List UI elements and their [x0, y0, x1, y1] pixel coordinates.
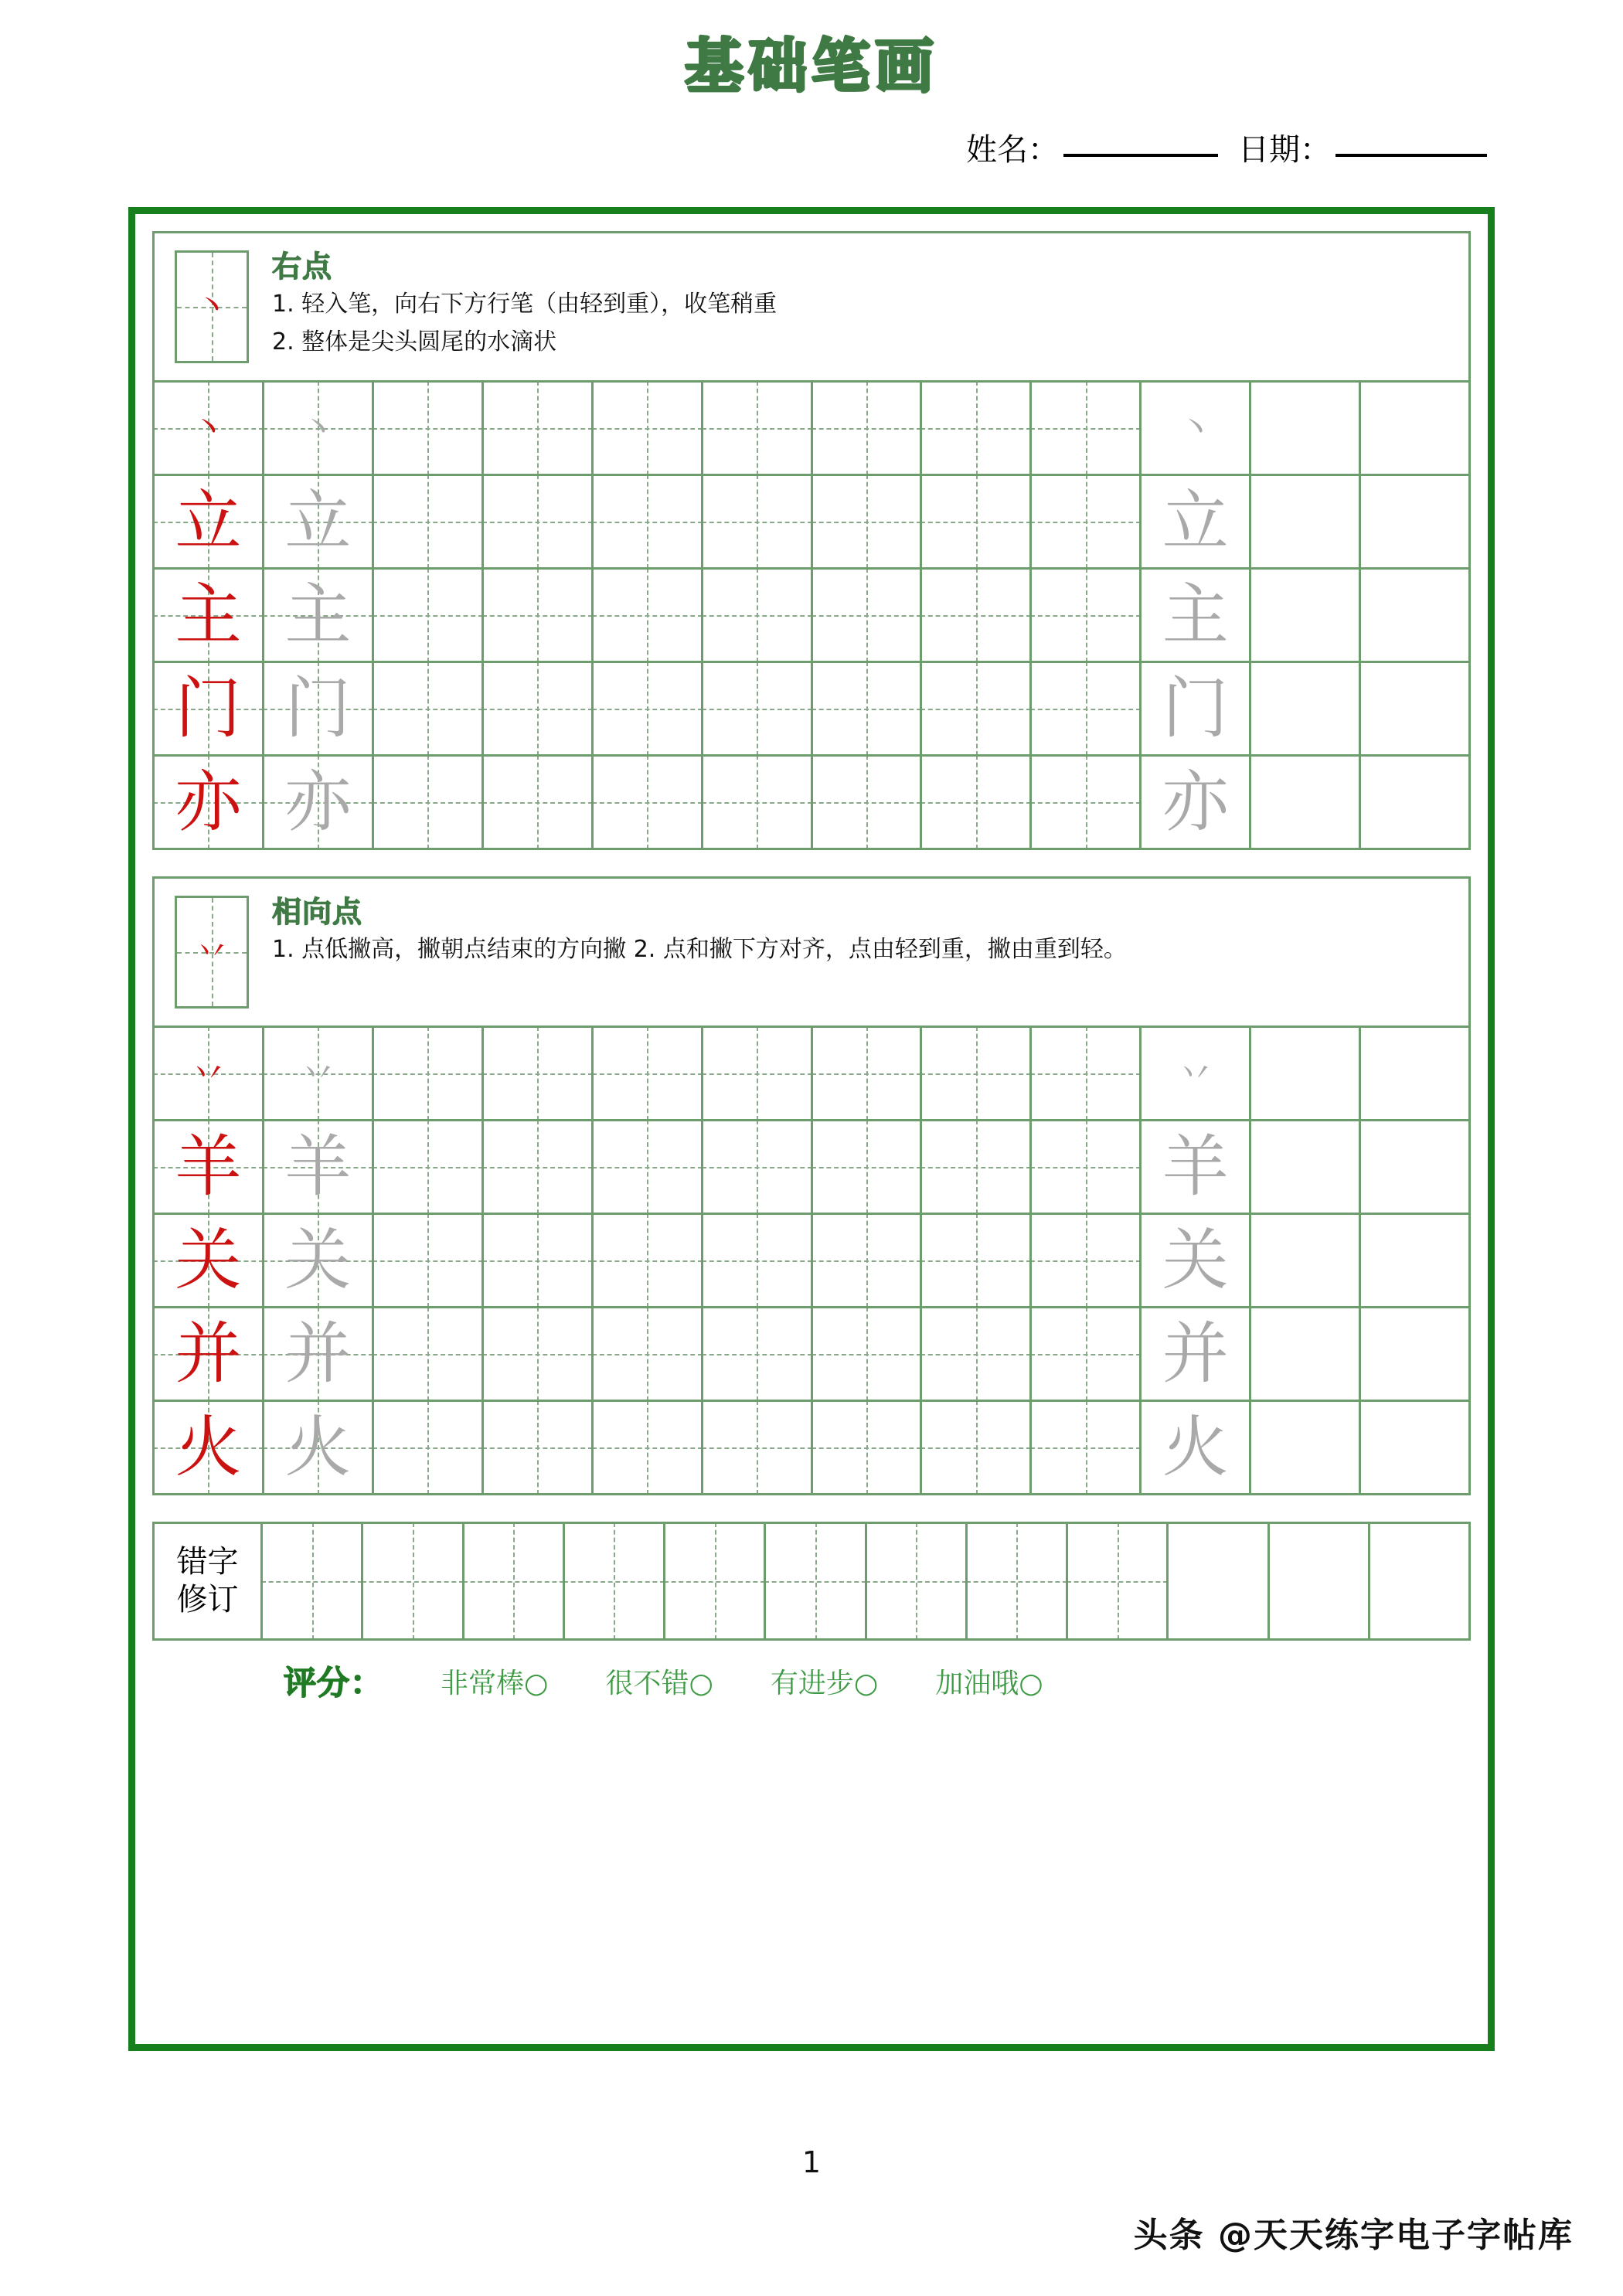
practice-cell[interactable]	[1361, 1402, 1468, 1493]
practice-cell[interactable]	[1142, 476, 1251, 567]
cell-horizontal-guide-icon	[703, 1447, 812, 1449]
practice-cell[interactable]	[374, 476, 484, 567]
practice-cell[interactable]	[264, 757, 374, 848]
cell-horizontal-guide-icon	[374, 802, 483, 804]
practice-cell[interactable]	[264, 383, 374, 474]
practice-cell[interactable]	[1251, 1402, 1361, 1493]
correction-label-line2: 修订	[176, 1582, 239, 1617]
correction-cell[interactable]	[1270, 1524, 1370, 1638]
practice-cell[interactable]	[155, 476, 264, 567]
practice-glyph-trace: 丷	[300, 1053, 336, 1094]
cell-horizontal-guide-icon	[1032, 522, 1141, 523]
cell-horizontal-guide-icon	[813, 522, 922, 523]
practice-cell[interactable]	[484, 476, 594, 567]
practice-cell[interactable]	[1142, 1121, 1251, 1213]
practice-glyph-model: 主	[175, 577, 242, 654]
practice-cell[interactable]	[1251, 1215, 1361, 1306]
practice-cell[interactable]	[374, 1308, 484, 1400]
name-input[interactable]	[1063, 153, 1218, 157]
practice-row	[155, 661, 1468, 754]
cell-horizontal-guide-icon	[374, 1167, 483, 1168]
practice-cell[interactable]	[1142, 1402, 1251, 1493]
rating-row	[152, 1641, 1471, 1721]
cell-horizontal-guide-icon	[484, 522, 593, 523]
cell-horizontal-guide-icon	[813, 1167, 922, 1168]
practice-cell[interactable]	[1032, 1308, 1142, 1400]
practice-glyph-model: 羊	[175, 1128, 242, 1206]
practice-cell[interactable]	[1032, 1402, 1142, 1493]
practice-cell[interactable]	[813, 476, 923, 567]
practice-glyph-model: 门	[175, 670, 242, 747]
stroke-tip-1-2: 2. 整体是尖头圆尾的水滴状	[272, 328, 557, 355]
cell-horizontal-guide-icon	[484, 1073, 593, 1075]
cell-horizontal-guide-icon	[1032, 1354, 1141, 1355]
practice-cell[interactable]	[703, 1215, 813, 1306]
cell-horizontal-guide-icon	[703, 1260, 812, 1262]
practice-cell[interactable]	[1032, 663, 1142, 754]
cell-horizontal-guide-icon	[813, 1354, 922, 1355]
practice-glyph-trace: 门	[284, 670, 352, 747]
correction-cell[interactable]	[766, 1524, 866, 1638]
practice-cell[interactable]	[484, 1308, 594, 1400]
cell-horizontal-guide-icon	[484, 1260, 593, 1262]
cell-horizontal-guide-icon	[1032, 802, 1141, 804]
practice-cell[interactable]	[813, 570, 923, 661]
practice-cell[interactable]	[374, 1121, 484, 1213]
cell-horizontal-guide-icon	[594, 1260, 703, 1262]
practice-cell[interactable]	[922, 1121, 1032, 1213]
practice-row	[155, 1028, 1468, 1119]
practice-glyph-review: 主	[1162, 577, 1229, 654]
practice-cell[interactable]	[1361, 1121, 1468, 1213]
cell-horizontal-guide-icon	[484, 1354, 593, 1355]
cell-horizontal-guide-icon	[363, 1581, 463, 1583]
practice-cell[interactable]	[594, 663, 703, 754]
practice-cell[interactable]	[484, 1028, 594, 1119]
name-label: 姓名：	[966, 132, 1059, 168]
correction-cell[interactable]	[968, 1524, 1068, 1638]
practice-cell[interactable]	[1142, 757, 1251, 848]
practice-glyph-model: 火	[175, 1409, 242, 1486]
practice-cell[interactable]	[374, 1028, 484, 1119]
cell-horizontal-guide-icon	[1032, 615, 1141, 617]
cell-horizontal-guide-icon	[703, 1354, 812, 1355]
practice-cell[interactable]	[264, 1028, 374, 1119]
practice-cell[interactable]	[264, 1215, 374, 1306]
practice-cell[interactable]	[922, 383, 1032, 474]
practice-cell[interactable]	[1032, 1121, 1142, 1213]
practice-glyph-trace: 火	[284, 1409, 352, 1486]
practice-cell[interactable]	[594, 1308, 703, 1400]
stroke-section-2	[152, 876, 1471, 1495]
cell-horizontal-guide-icon	[922, 1260, 1031, 1262]
practice-cell[interactable]	[1361, 570, 1468, 661]
practice-cell[interactable]	[594, 757, 703, 848]
practice-cell[interactable]	[703, 1402, 813, 1493]
cell-horizontal-guide-icon	[703, 522, 812, 523]
cell-horizontal-guide-icon	[484, 615, 593, 617]
cell-horizontal-guide-icon	[594, 1447, 703, 1449]
cell-horizontal-guide-icon	[813, 802, 922, 804]
practice-cell[interactable]	[1032, 383, 1142, 474]
correction-cell[interactable]	[1370, 1524, 1468, 1638]
practice-cell[interactable]	[374, 1215, 484, 1306]
practice-glyph-trace: 丶	[300, 407, 336, 449]
stroke-name-2: 相向点	[272, 895, 363, 929]
cell-horizontal-guide-icon	[867, 1581, 967, 1583]
cell-horizontal-guide-icon	[922, 1447, 1031, 1449]
practice-cell[interactable]	[1251, 1028, 1361, 1119]
practice-cell[interactable]	[484, 757, 594, 848]
practice-cell[interactable]	[1251, 663, 1361, 754]
cell-horizontal-guide-icon	[1032, 1447, 1141, 1449]
practice-cell[interactable]	[922, 476, 1032, 567]
practice-glyph-review: 火	[1162, 1409, 1229, 1486]
cell-horizontal-guide-icon	[703, 709, 812, 710]
practice-cell[interactable]	[155, 1121, 264, 1213]
cell-horizontal-guide-icon	[374, 709, 483, 710]
practice-cell[interactable]	[594, 1121, 703, 1213]
practice-row	[155, 1119, 1468, 1213]
correction-label	[155, 1524, 263, 1638]
cell-horizontal-guide-icon	[703, 802, 812, 804]
practice-cell[interactable]	[813, 1121, 923, 1213]
stroke-explanation-1	[155, 233, 1468, 380]
practice-cell[interactable]	[1251, 1308, 1361, 1400]
practice-cell[interactable]	[264, 1121, 374, 1213]
practice-glyph-trace: 主	[284, 577, 352, 654]
name-field-group	[966, 125, 1218, 169]
stroke-tip-2-1: 1. 点低撇高，撇朝点结束的方向撇 2. 点和撇下方对齐，点由轻到重，撇由重到轻。	[272, 935, 1127, 963]
cell-horizontal-guide-icon	[374, 428, 483, 430]
practice-cell[interactable]	[922, 757, 1032, 848]
cell-horizontal-guide-icon	[1032, 709, 1141, 710]
practice-cell[interactable]	[264, 1308, 374, 1400]
correction-cell[interactable]	[363, 1524, 464, 1638]
cell-horizontal-guide-icon	[813, 1260, 922, 1262]
practice-cell[interactable]	[1142, 1215, 1251, 1306]
stroke-demo-box-1	[175, 250, 249, 363]
practice-cell[interactable]	[1142, 570, 1251, 661]
stroke-text-block-1	[249, 250, 777, 358]
practice-glyph-trace: 关	[284, 1222, 352, 1299]
cell-horizontal-guide-icon	[484, 709, 593, 710]
section-spacer	[152, 1495, 1471, 1522]
cell-horizontal-guide-icon	[374, 1260, 483, 1262]
cell-horizontal-guide-icon	[594, 1073, 703, 1075]
correction-cell[interactable]	[1068, 1524, 1169, 1638]
correction-cell[interactable]	[263, 1524, 363, 1638]
cell-horizontal-guide-icon	[1032, 428, 1141, 430]
practice-cell[interactable]	[1032, 570, 1142, 661]
practice-cell[interactable]	[1251, 476, 1361, 567]
cell-horizontal-guide-icon	[594, 522, 703, 523]
practice-cell[interactable]	[813, 663, 923, 754]
practice-cell[interactable]	[594, 1028, 703, 1119]
stroke-section-1	[152, 231, 1471, 850]
cell-horizontal-guide-icon	[484, 1167, 593, 1168]
practice-cell[interactable]	[155, 570, 264, 661]
date-input[interactable]	[1335, 153, 1487, 157]
cell-horizontal-guide-icon	[766, 1581, 866, 1583]
cell-horizontal-guide-icon	[594, 615, 703, 617]
practice-cell[interactable]	[813, 757, 923, 848]
watermark: 头条 @天天练字电子字帖库	[1133, 2216, 1574, 2255]
practice-cell[interactable]	[1251, 383, 1361, 474]
date-label: 日期：	[1238, 132, 1331, 168]
cell-horizontal-guide-icon	[594, 428, 703, 430]
cell-horizontal-guide-icon	[1032, 1167, 1141, 1168]
practice-glyph-model: 关	[175, 1222, 242, 1299]
practice-glyph-model: 立	[175, 483, 242, 560]
practice-cell[interactable]	[1361, 757, 1468, 848]
practice-cell[interactable]	[703, 383, 813, 474]
practice-cell[interactable]	[594, 476, 703, 567]
cell-horizontal-guide-icon	[813, 709, 922, 710]
page-title: 基础笔画	[685, 32, 938, 100]
practice-row	[155, 1400, 1468, 1493]
worksheet-frame	[128, 207, 1495, 2051]
practice-cell[interactable]	[484, 1215, 594, 1306]
practice-cell[interactable]	[922, 1215, 1032, 1306]
cell-horizontal-guide-icon	[484, 802, 593, 804]
cell-horizontal-guide-icon	[594, 709, 703, 710]
cell-horizontal-guide-icon	[922, 1354, 1031, 1355]
cell-horizontal-guide-icon	[922, 709, 1031, 710]
practice-glyph-trace: 立	[284, 483, 352, 560]
practice-cell[interactable]	[264, 663, 374, 754]
practice-cell[interactable]	[1142, 1308, 1251, 1400]
practice-grid-2	[155, 1026, 1468, 1493]
practice-cell[interactable]	[1032, 476, 1142, 567]
practice-cell[interactable]	[155, 1215, 264, 1306]
practice-glyph-model: 丷	[190, 1053, 226, 1094]
practice-glyph-review: 羊	[1162, 1128, 1229, 1206]
practice-cell[interactable]	[1251, 757, 1361, 848]
practice-cell[interactable]	[1251, 1121, 1361, 1213]
cell-horizontal-guide-icon	[703, 615, 812, 617]
practice-cell[interactable]	[484, 383, 594, 474]
practice-glyph-review: 门	[1162, 670, 1229, 747]
practice-cell[interactable]	[484, 1402, 594, 1493]
practice-cell[interactable]	[813, 383, 923, 474]
page-number: 1	[801, 2145, 822, 2179]
practice-cell[interactable]	[1032, 757, 1142, 848]
practice-cell[interactable]	[374, 757, 484, 848]
practice-glyph-model: 丶	[190, 407, 226, 449]
practice-cell[interactable]	[594, 1215, 703, 1306]
cell-horizontal-guide-icon	[374, 1073, 483, 1075]
practice-glyph-trace: 亦	[284, 764, 352, 841]
practice-cell[interactable]	[484, 1121, 594, 1213]
practice-cell[interactable]	[264, 1402, 374, 1493]
practice-cell[interactable]	[813, 1215, 923, 1306]
practice-cell[interactable]	[1361, 383, 1468, 474]
practice-glyph-review: 关	[1162, 1222, 1229, 1299]
practice-cell[interactable]	[155, 383, 264, 474]
practice-glyph-review: 并	[1162, 1315, 1229, 1393]
stroke-demo-box-2	[175, 896, 249, 1009]
practice-row	[155, 1213, 1468, 1306]
demo-stroke-glyph: 丶	[195, 287, 229, 326]
practice-cell[interactable]	[813, 1402, 923, 1493]
practice-cell[interactable]	[1142, 383, 1251, 474]
stroke-text-block-2	[249, 896, 1127, 966]
practice-cell[interactable]	[703, 663, 813, 754]
cell-horizontal-guide-icon	[968, 1581, 1067, 1583]
cell-horizontal-guide-icon	[813, 428, 922, 430]
rating-option-0[interactable]: 非常棒○	[441, 1667, 549, 1699]
cell-horizontal-guide-icon	[922, 615, 1031, 617]
cell-horizontal-guide-icon	[484, 1447, 593, 1449]
practice-cell[interactable]	[264, 570, 374, 661]
practice-cell[interactable]	[1032, 1215, 1142, 1306]
practice-glyph-review: 丷	[1177, 1053, 1213, 1094]
practice-glyph-model: 亦	[175, 764, 242, 841]
practice-cell[interactable]	[1361, 1028, 1468, 1119]
cell-horizontal-guide-icon	[703, 1167, 812, 1168]
date-field-group	[1238, 125, 1487, 169]
practice-cell[interactable]	[703, 476, 813, 567]
correction-cell[interactable]	[1169, 1524, 1269, 1638]
practice-row	[155, 754, 1468, 848]
practice-cell[interactable]	[594, 1402, 703, 1493]
practice-cell[interactable]	[922, 1308, 1032, 1400]
practice-cell[interactable]	[594, 383, 703, 474]
practice-cell[interactable]	[374, 570, 484, 661]
practice-cell[interactable]	[703, 570, 813, 661]
practice-row	[155, 474, 1468, 567]
student-meta-line	[0, 125, 1623, 169]
rating-option-2[interactable]: 有进步○	[770, 1667, 879, 1699]
section-spacer	[152, 850, 1471, 876]
practice-cell[interactable]	[813, 1308, 923, 1400]
demo-stroke-glyph: 丷	[195, 932, 229, 971]
cell-horizontal-guide-icon	[703, 1073, 812, 1075]
practice-cell[interactable]	[703, 1028, 813, 1119]
practice-cell[interactable]	[1361, 1308, 1468, 1400]
cell-horizontal-guide-icon	[374, 522, 483, 523]
practice-cell[interactable]	[155, 757, 264, 848]
practice-cell[interactable]	[594, 570, 703, 661]
correction-row	[152, 1522, 1471, 1641]
practice-cell[interactable]	[155, 1308, 264, 1400]
practice-cell[interactable]	[374, 1402, 484, 1493]
practice-cell[interactable]	[484, 570, 594, 661]
correction-cell[interactable]	[867, 1524, 968, 1638]
cell-horizontal-guide-icon	[1032, 1073, 1141, 1075]
practice-cell[interactable]	[1142, 1028, 1251, 1119]
practice-cell[interactable]	[155, 1028, 264, 1119]
correction-cells	[263, 1524, 1468, 1638]
practice-cell[interactable]	[484, 663, 594, 754]
practice-cell[interactable]	[922, 663, 1032, 754]
rating-title: 评分：	[284, 1664, 384, 1702]
practice-cell[interactable]	[1032, 1028, 1142, 1119]
practice-cell[interactable]	[922, 570, 1032, 661]
practice-row	[155, 1306, 1468, 1400]
cell-horizontal-guide-icon	[594, 1167, 703, 1168]
cell-horizontal-guide-icon	[922, 522, 1031, 523]
practice-cell[interactable]	[1142, 663, 1251, 754]
stroke-explanation-2	[155, 879, 1468, 1026]
correction-cell[interactable]	[665, 1524, 766, 1638]
practice-cell[interactable]	[922, 1402, 1032, 1493]
practice-cell[interactable]	[1251, 570, 1361, 661]
cell-horizontal-guide-icon	[665, 1581, 765, 1583]
cell-horizontal-guide-icon	[594, 1354, 703, 1355]
rating-option-1[interactable]: 很不错○	[605, 1667, 713, 1699]
practice-glyph-review: 亦	[1162, 764, 1229, 841]
cell-horizontal-guide-icon	[922, 1167, 1031, 1168]
cell-horizontal-guide-icon	[1068, 1581, 1168, 1583]
cell-horizontal-guide-icon	[374, 1354, 483, 1355]
practice-glyph-model: 并	[175, 1315, 242, 1393]
practice-cell[interactable]	[1361, 1215, 1468, 1306]
practice-cell[interactable]	[703, 1308, 813, 1400]
practice-cell[interactable]	[374, 383, 484, 474]
cell-horizontal-guide-icon	[813, 1073, 922, 1075]
cell-horizontal-guide-icon	[703, 428, 812, 430]
cell-horizontal-guide-icon	[922, 428, 1031, 430]
practice-cell[interactable]	[155, 663, 264, 754]
cell-horizontal-guide-icon	[813, 615, 922, 617]
cell-horizontal-guide-icon	[374, 1447, 483, 1449]
cell-horizontal-guide-icon	[922, 1073, 1031, 1075]
practice-cell[interactable]	[703, 1121, 813, 1213]
cell-horizontal-guide-icon	[594, 802, 703, 804]
practice-cell[interactable]	[374, 663, 484, 754]
cell-horizontal-guide-icon	[922, 802, 1031, 804]
cell-horizontal-guide-icon	[565, 1581, 665, 1583]
correction-cell[interactable]	[565, 1524, 665, 1638]
practice-cell[interactable]	[1361, 663, 1468, 754]
worksheet-body	[152, 231, 1471, 2027]
cell-horizontal-guide-icon	[484, 428, 593, 430]
practice-cell[interactable]	[264, 476, 374, 567]
practice-glyph-review: 立	[1162, 483, 1229, 560]
practice-cell[interactable]	[813, 1028, 923, 1119]
cell-horizontal-guide-icon	[263, 1581, 362, 1583]
correction-cell[interactable]	[464, 1524, 565, 1638]
practice-cell[interactable]	[922, 1028, 1032, 1119]
practice-glyph-trace: 羊	[284, 1128, 352, 1206]
cell-horizontal-guide-icon	[1032, 1260, 1141, 1262]
cell-horizontal-guide-icon	[813, 1447, 922, 1449]
practice-cell[interactable]	[1361, 476, 1468, 567]
practice-cell[interactable]	[155, 1402, 264, 1493]
rating-option-3[interactable]: 加油哦○	[935, 1667, 1043, 1699]
stroke-tip-1-1: 1. 轻入笔，向右下方行笔（由轻到重），收笔稍重	[272, 290, 777, 318]
practice-row	[155, 383, 1468, 474]
practice-row	[155, 567, 1468, 661]
correction-label-line1: 错字	[176, 1544, 239, 1580]
stroke-name-1: 右点	[272, 250, 333, 284]
practice-cell[interactable]	[703, 757, 813, 848]
practice-grid-1	[155, 380, 1468, 848]
cell-horizontal-guide-icon	[464, 1581, 564, 1583]
practice-glyph-trace: 并	[284, 1315, 352, 1393]
cell-horizontal-guide-icon	[374, 615, 483, 617]
practice-glyph-review: 丶	[1177, 407, 1213, 449]
